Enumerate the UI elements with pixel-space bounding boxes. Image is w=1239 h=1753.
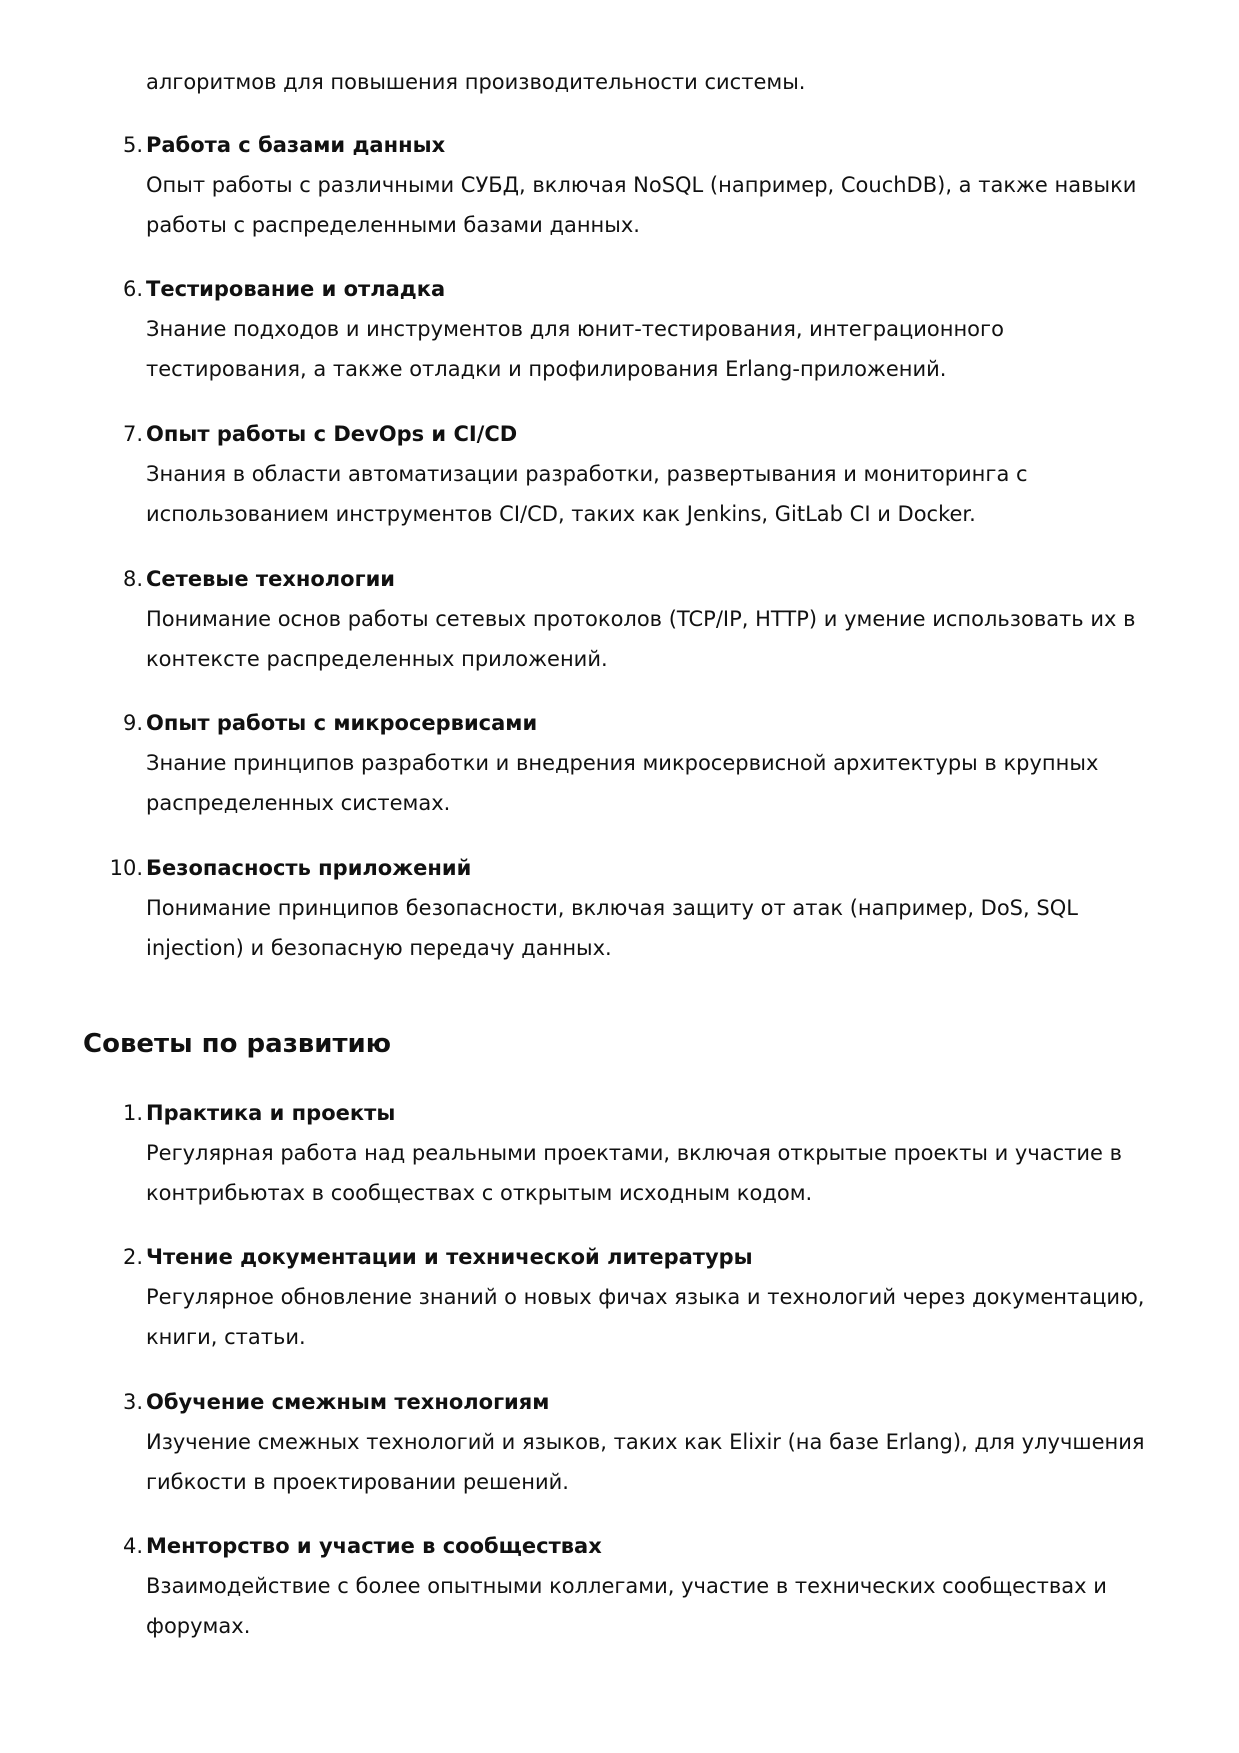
item-title: Сетевые технологии: [146, 567, 396, 591]
item-title: Обучение смежным технологиям: [146, 1390, 550, 1414]
item-number: 1.: [122, 1101, 143, 1125]
item-title: Безопасность приложений: [146, 856, 472, 880]
item-description: Изучение смежных технологий и языков, таких как Elixir (на базе Erlang), для улучшения гибкости в проектировании решений.: [146, 1430, 1145, 1494]
item-number: 7.: [122, 422, 143, 446]
item-title: Практика и проекты: [146, 1101, 396, 1125]
item-description: Регулярная работа над реальными проектами, включая открытые проекты и участие в контрибьютах в сообществах с открытым исходным кодом.: [146, 1141, 1123, 1205]
item-description: Опыт работы с различными СУБД, включая NoSQL (например, CouchDB), а также навыки работы с распределенными базами данных.: [146, 173, 1137, 237]
item-title: Опыт работы с DevOps и CI/CD: [146, 422, 518, 446]
item-title: Менторство и участие в сообществах: [146, 1534, 602, 1558]
item-description: Взаимодействие с более опытными коллегами, участие в технических сообществах и форумах.: [146, 1574, 1107, 1638]
item-number: 3.: [122, 1390, 143, 1414]
item-description: Регулярное обновление знаний о новых фичах языка и технологий через документацию, книги, статьи.: [146, 1285, 1145, 1349]
section-heading: Советы по развитию: [83, 1029, 392, 1059]
item-number: 6.: [122, 277, 143, 301]
item-description: Знание принципов разработки и внедрения микросервисной архитектуры в крупных распределенных системах.: [146, 751, 1099, 815]
item-number: 2.: [122, 1245, 143, 1269]
item-title: Тестирование и отладка: [146, 277, 446, 301]
item-description: Знание подходов и инструментов для юнит-тестирования, интеграционного тестирования, а также отладки и профилирования Erlang-приложений.: [146, 317, 1004, 381]
item-number: 9.: [122, 711, 143, 735]
item-title: Опыт работы с микросервисами: [146, 711, 538, 735]
item-title: Чтение документации и технической литературы: [146, 1245, 753, 1269]
item-number: 8.: [122, 567, 143, 591]
item-description: Понимание принципов безопасности, включая защиту от атак (например, DoS, SQL injection) и безопасную передачу данных.: [146, 896, 1078, 960]
item-description: Знания в области автоматизации разработки, развертывания и мониторинга с использованием инструментов CI/CD, таких как Jenkins, GitLab CI и Docker.: [146, 462, 1028, 526]
item-number: 10.: [109, 856, 143, 880]
item-number: 5.: [122, 133, 143, 157]
continuation-text: алгоритмов для повышения производительности системы.: [146, 70, 806, 94]
item-title: Работа с базами данных: [146, 133, 446, 157]
item-number: 4.: [122, 1534, 143, 1558]
item-description: Понимание основ работы сетевых протоколов (TCP/IP, HTTP) и умение использовать их в контексте распределенных приложений.: [146, 607, 1136, 671]
